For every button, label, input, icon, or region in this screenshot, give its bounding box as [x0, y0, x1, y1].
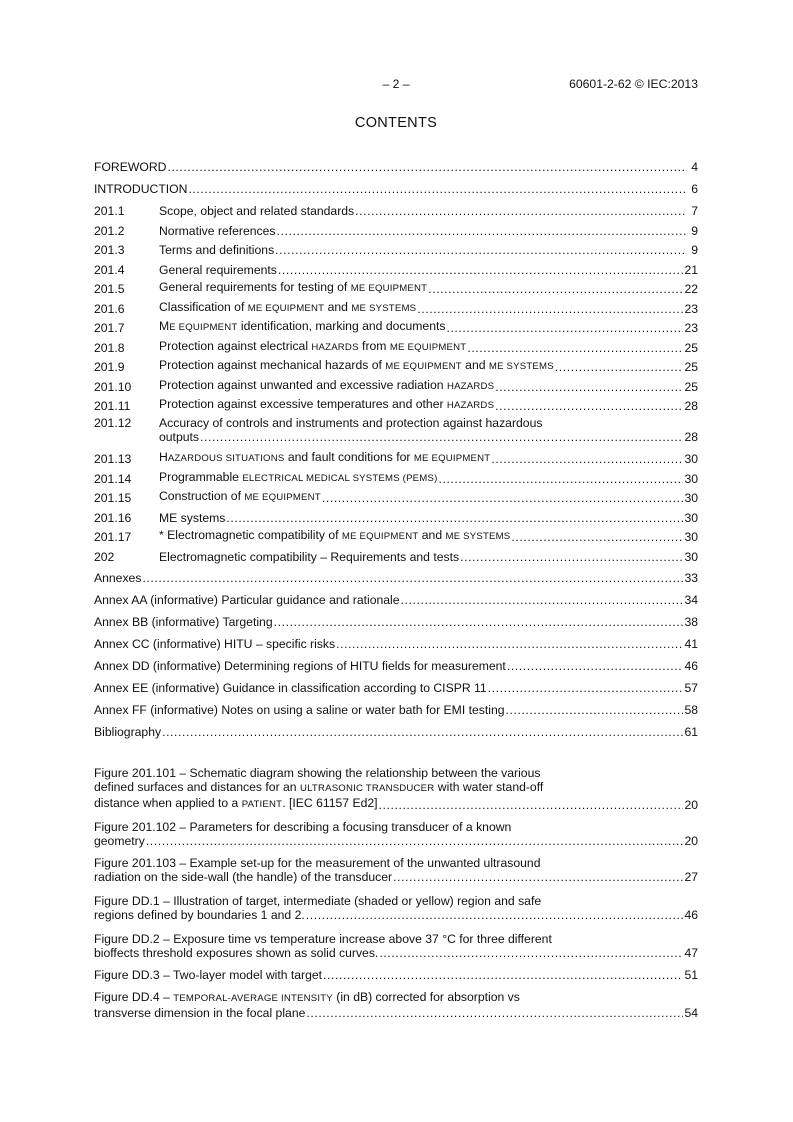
leader-dots [401, 593, 684, 607]
toc-entry[interactable] [94, 591, 698, 607]
entry-title-part: ELECTRICAL MEDICAL SYSTEMS (PEMS) [242, 472, 438, 484]
page-ref: 20 [684, 798, 698, 812]
leader-dots [278, 263, 684, 277]
leader-dots [379, 798, 684, 812]
leader-dots [336, 637, 683, 651]
entry-title [159, 263, 277, 277]
entry-title-part: H [159, 450, 168, 464]
clause-number: 201.15 [94, 491, 132, 505]
entry-title [94, 946, 378, 960]
toc-entry[interactable] [94, 613, 698, 629]
entry-title-part: and fault conditions for [284, 450, 414, 464]
toc-entry[interactable] [94, 723, 698, 739]
clause-number: 201.1 [94, 204, 125, 218]
leader-dots [446, 321, 683, 335]
entry-title-part: ME EQUIPMENT [247, 302, 325, 314]
entry-title-part: ME SYSTEMS [351, 302, 417, 314]
toc-entry[interactable] [94, 470, 698, 486]
figure-entry[interactable] [94, 990, 698, 1020]
entry-title-part: ME SYSTEMS [488, 361, 554, 372]
clause-number: 201.3 [94, 243, 125, 257]
entry-title-part: ULTRASONIC TRANSDUCER [299, 783, 435, 794]
toc-entry[interactable] [94, 509, 698, 525]
clause-number: 201.7 [94, 321, 125, 335]
entry-title [159, 489, 321, 505]
page-ref: 21 [684, 262, 698, 277]
page-ref: 38 [684, 615, 698, 629]
clause-number: 201.17 [94, 530, 132, 544]
page-ref: 46 [684, 908, 698, 922]
entry-title [159, 450, 490, 466]
leader-dots [355, 204, 687, 218]
entry-title-part: Construction of [159, 489, 245, 503]
toc-entry[interactable] [94, 569, 698, 585]
leader-dots [428, 282, 683, 296]
entry-title: FOREWORD [94, 160, 167, 174]
entry-title-part: General requirements for testing of [159, 280, 351, 294]
toc-entry[interactable] [94, 339, 698, 355]
toc-entry[interactable] [94, 358, 698, 374]
entry-title-part: ME EQUIPMENT [341, 531, 419, 542]
toc-entry[interactable] [94, 261, 698, 277]
entry-title-part: bioffects threshold exposures shown as solid curves. [94, 946, 379, 960]
leader-dots [460, 550, 683, 564]
page-ref: 30 [684, 549, 698, 564]
entry-title [159, 358, 554, 374]
entry-title [159, 224, 276, 238]
page-ref: 25 [684, 340, 698, 355]
clause-number: 201.10 [94, 379, 132, 394]
entry-title-part: distance when applied to a [94, 796, 242, 810]
clause-number: 202 [94, 549, 115, 564]
leader-dots [167, 160, 687, 174]
entry-title: Annex CC (informative) HITU – specific risks [94, 637, 336, 651]
entry-title: Annexes [94, 571, 142, 585]
contents-title: CONTENTS [354, 115, 438, 131]
clause-number: 201.14 [94, 471, 132, 486]
entry-title [94, 1006, 305, 1020]
entry-title-part: . [IEC 61157 Ed2] [282, 796, 378, 810]
entry-title [159, 470, 437, 486]
clause-number: 201.12 [94, 416, 132, 430]
page-ref: 41 [684, 637, 698, 651]
entry-title-part: Terms and definitions [159, 243, 275, 257]
page-ref: 61 [684, 725, 698, 739]
entry-title: Annex BB (informative) Targeting [94, 615, 273, 629]
toc-entry[interactable] [94, 202, 698, 218]
entry-line [94, 894, 698, 908]
toc-entry[interactable] [94, 222, 698, 238]
entry-line [94, 870, 698, 884]
toc-entry[interactable] [94, 548, 698, 564]
entry-title-part: ME SYSTEMS [445, 531, 511, 542]
entry-title [94, 908, 305, 922]
page-ref: 30 [684, 530, 698, 544]
entry-line [94, 430, 698, 444]
page-ref: 27 [684, 870, 698, 884]
entry-title-part: Electromagnetic compatibility – Requirements and tests [159, 549, 460, 564]
page-ref: 33 [684, 571, 698, 585]
toc-entry[interactable] [94, 158, 698, 174]
clause-number: 201.4 [94, 262, 125, 277]
figure-entry[interactable] [94, 894, 698, 922]
entry-line [94, 834, 698, 848]
page-ref: 23 [684, 321, 698, 335]
page-ref: 46 [684, 659, 698, 673]
entry-title-part: regions defined by boundaries 1 and 2. [94, 908, 305, 922]
leader-dots [417, 302, 683, 316]
entry-title [94, 932, 552, 946]
leader-dots [306, 908, 684, 922]
entry-title-part: defined surfaces and distances for an [94, 780, 300, 794]
document-id: 60601-2-62 © IEC:2013 [569, 77, 698, 91]
entry-title-part: ME EQUIPMENT [350, 283, 428, 294]
leader-dots [555, 360, 684, 374]
toc-entry[interactable] [94, 679, 698, 695]
toc-entry[interactable] [94, 657, 698, 673]
leader-dots [275, 243, 687, 257]
entry-title [159, 280, 427, 296]
leader-dots [495, 380, 683, 394]
entry-line [94, 780, 698, 796]
page-ref: 6 [691, 182, 698, 196]
entry-title-part: Protection against unwanted and excessive radiation [159, 377, 447, 392]
page-ref: 58 [684, 703, 698, 717]
entry-line [94, 990, 698, 1006]
clause-number: 201.8 [94, 340, 125, 355]
entry-line [94, 1006, 698, 1020]
entry-title-part: Figure 201.102 – Parameters for describing a focusing transducer of a known [94, 820, 512, 834]
entry-title-part: ME EQUIPMENT [413, 453, 491, 464]
entry-title [159, 339, 466, 355]
clause-number: 201.6 [94, 301, 125, 316]
entry-title [159, 319, 445, 335]
figure-entry[interactable] [94, 820, 698, 848]
entry-title [94, 780, 543, 794]
toc-entry[interactable] [94, 319, 698, 335]
entry-title-part: ME EQUIPMENT [389, 341, 467, 353]
entry-title [94, 856, 540, 870]
clause-number: 201.11 [94, 399, 131, 413]
entry-title-part: geometry [94, 834, 145, 848]
entry-title-part: M [159, 319, 170, 333]
toc-entry[interactable] [94, 180, 698, 196]
figure-entry[interactable] [94, 856, 698, 884]
leader-dots [277, 224, 687, 238]
page-ref: 4 [691, 160, 698, 174]
entry-title-part: ME EQUIPMENT [244, 492, 321, 503]
figure-entry[interactable] [94, 932, 698, 960]
entry-title-part: and [418, 528, 446, 542]
entry-title-part: Normative references [159, 223, 276, 238]
leader-dots [438, 472, 683, 486]
entry-title [94, 766, 540, 780]
entry-title [159, 528, 510, 544]
leader-dots [226, 511, 683, 525]
toc-entry[interactable] [94, 378, 698, 394]
page-ref: 28 [684, 399, 698, 413]
page-number: – 2 – [382, 77, 410, 91]
entry-line [94, 932, 698, 946]
toc-entry[interactable] [94, 701, 698, 717]
entry-title: Annex FF (informative) Notes on using a saline or water bath for EMI testing [94, 703, 505, 717]
leader-dots [379, 946, 683, 960]
toc-entry[interactable] [94, 416, 698, 444]
leader-dots [188, 182, 687, 196]
entry-title-part: Figure DD.1 – Illustration of target, intermediate (shaded or yellow) region and safe [94, 894, 542, 908]
entry-title-part: from [358, 338, 390, 353]
entry-title: outputs [159, 430, 199, 444]
leader-dots [323, 968, 683, 982]
entry-title [159, 300, 416, 316]
leader-dots [467, 341, 683, 355]
entry-title [94, 870, 392, 884]
clause-number: 201.9 [94, 360, 125, 374]
entry-title [94, 894, 541, 908]
leader-dots [495, 399, 683, 413]
entry-title-part: ME EQUIPMENT [385, 361, 462, 372]
entry-line [94, 416, 698, 430]
entry-line [94, 856, 698, 870]
entry-title-part: transverse dimension in the focal plane [94, 1006, 306, 1020]
entry-title-part: Figure DD.2 – Exposure time vs temperature increase above 37 °C for three different [94, 932, 552, 946]
clause-number: 201.5 [94, 282, 125, 296]
entry-title [159, 204, 354, 218]
entry-title-part: Protection against excessive temperatures and other [159, 397, 447, 411]
entry-title-part: AZARDOUS SITUATIONS [167, 453, 285, 464]
entry-title-part: Protection against electrical [159, 338, 312, 353]
page-header [94, 77, 698, 93]
page-ref: 47 [684, 946, 698, 960]
entry-title-part: Figure DD.3 – Two-layer model with target [94, 968, 323, 982]
entry-title: INTRODUCTION [94, 182, 188, 196]
page-ref: 30 [684, 452, 698, 466]
entry-line [94, 766, 698, 780]
entry-title-part: Programmable [159, 469, 243, 484]
entry-line [94, 968, 698, 982]
toc-entry[interactable] [94, 241, 698, 257]
entry-title-part: Figure 201.101 – Schematic diagram showing the relationship between the various [94, 766, 541, 780]
toc-entry[interactable] [94, 635, 698, 651]
entry-title: Annex AA (informative) Particular guidance and rationale [94, 593, 400, 607]
entry-title-part: Protection against mechanical hazards of [159, 358, 386, 372]
entry-title-part: and [461, 358, 489, 372]
entry-title-part: HAZARDS [446, 380, 495, 392]
toc-entry[interactable] [94, 489, 698, 505]
page-ref: 7 [691, 204, 698, 218]
entry-title [94, 820, 511, 834]
entry-line [94, 908, 698, 922]
figure-entry[interactable] [94, 968, 698, 982]
entry-title [159, 397, 494, 413]
entry-title-part: HAZARDS [446, 400, 495, 411]
page-ref: 34 [684, 593, 698, 607]
entry-title [94, 796, 378, 812]
toc-entry[interactable] [94, 280, 698, 296]
entry-line [94, 796, 698, 812]
page-ref: 20 [684, 834, 698, 848]
entry-title-part: Figure DD.4 – [94, 990, 174, 1004]
entry-title-part: * Electromagnetic compatibility of [159, 528, 342, 542]
entry-title: Annex DD (informative) Determining regions of HITU fields for measurement [94, 659, 506, 673]
entry-title-part: Classification of [159, 299, 248, 314]
entry-title-part: Figure 201.103 – Example set-up for the measurement of the unwanted ultrasound [94, 856, 541, 870]
entry-title [159, 378, 494, 394]
entry-title-part: with water stand-off [434, 780, 544, 794]
leader-dots [306, 1006, 683, 1020]
leader-dots [142, 571, 683, 585]
leader-dots [162, 725, 683, 739]
entry-title-part: (in dB) corrected for absorption vs [332, 990, 520, 1004]
entry-title [94, 968, 322, 982]
page-ref: 25 [684, 379, 698, 394]
page-ref: 30 [684, 471, 698, 486]
entry-title [94, 834, 145, 848]
entry-title-part: and [324, 299, 352, 314]
leader-dots [491, 452, 683, 466]
entry-title: Accuracy of controls and instruments and protection against hazardous [159, 416, 543, 430]
entry-title-part: Scope, object and related standards [159, 204, 355, 218]
entry-title: Annex EE (informative) Guidance in classification according to CISPR 11 [94, 681, 487, 695]
entry-line [94, 946, 698, 960]
clause-number: 201.13 [94, 452, 132, 466]
entry-title [159, 550, 459, 564]
leader-dots [507, 659, 684, 673]
entry-title-part: HAZARDS [311, 341, 359, 353]
toc-entry[interactable] [94, 450, 698, 466]
leader-dots [146, 834, 684, 848]
entry-title-part: ME systems [159, 510, 226, 525]
leader-dots [393, 870, 683, 884]
leader-dots [511, 530, 683, 544]
leader-dots [322, 491, 684, 505]
toc-entry[interactable] [94, 300, 698, 316]
leader-dots [488, 681, 684, 695]
leader-dots [506, 703, 684, 717]
page-ref: 9 [691, 243, 698, 257]
page-ref: 54 [684, 1006, 698, 1020]
entry-title-part: radiation on the side-wall (the handle) of the transducer [94, 870, 393, 884]
page-ref: 28 [684, 430, 698, 444]
entry-title [94, 990, 520, 1004]
page-ref: 30 [684, 491, 698, 505]
page-ref: 22 [684, 282, 698, 296]
entry-title-part: E EQUIPMENT [169, 322, 238, 333]
page-ref: 57 [684, 681, 698, 695]
entry-title: Bibliography [94, 725, 162, 739]
clause-number: 201.16 [94, 510, 132, 525]
entry-title-part: PATIENT [241, 799, 283, 810]
entry-title-part: identification, marking and documents [237, 319, 446, 333]
entry-title [159, 511, 225, 525]
page-ref: 23 [684, 301, 698, 316]
page-ref: 25 [684, 360, 698, 374]
entry-title-part: TEMPORAL-AVERAGE INTENSITY [173, 993, 333, 1004]
clause-number: 201.2 [94, 223, 125, 238]
toc-entry[interactable] [94, 528, 698, 544]
entry-title [159, 243, 274, 257]
figure-entry[interactable] [94, 766, 698, 812]
entry-title-part: General requirements [159, 262, 277, 277]
page-ref: 51 [684, 968, 698, 982]
leader-dots [200, 430, 683, 444]
leader-dots [274, 615, 684, 629]
page-ref: 9 [691, 223, 698, 238]
toc-entry[interactable] [94, 397, 698, 413]
page-ref: 30 [684, 510, 698, 525]
entry-line [94, 820, 698, 834]
